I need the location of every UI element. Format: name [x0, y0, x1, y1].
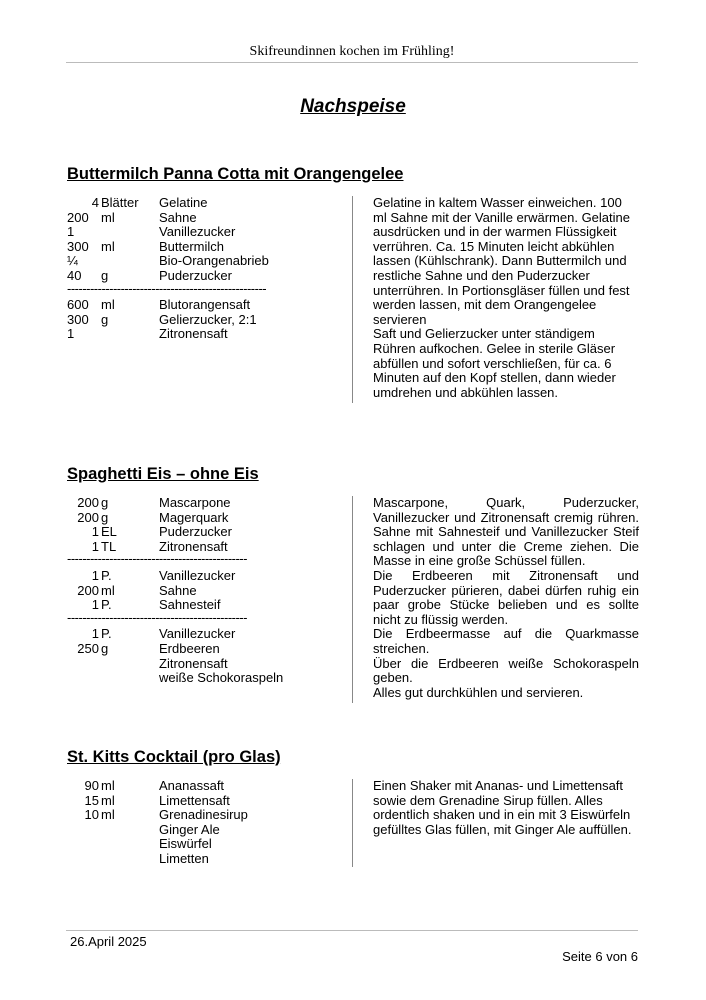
column-divider — [352, 196, 353, 403]
recipe-title: St. Kitts Cocktail (pro Glas) — [67, 748, 281, 766]
ingredient-row: 10 ml Grenadinesirup — [84, 807, 248, 823]
instructions — [373, 496, 639, 700]
ingredient-row: 300 g Gelierzucker, 2:1 — [67, 311, 257, 327]
recipe-spaghetti-eis — [67, 464, 638, 704]
instructions — [373, 779, 639, 837]
recipe-st-kitts-cocktail — [67, 747, 638, 872]
ingredient-list — [67, 779, 307, 867]
footer-date: 26.April 2025 — [70, 934, 147, 949]
ingredient-row: 250 g Erdbeeren — [77, 640, 220, 656]
separator-line: ----------------------------------------------- — [67, 554, 247, 567]
footer-rule — [66, 930, 638, 931]
ingredient-row: 200 g Mascarpone — [77, 495, 231, 510]
ingredient-row: 600 ml Blutorangensaft — [67, 297, 251, 313]
instructions — [373, 196, 639, 400]
instruction-paragraph: Über die Erdbeeren weiße Schokoraspeln geben. — [373, 655, 639, 686]
ingredient-row: 1 Zitronensaft — [67, 326, 228, 342]
instruction-paragraph: Einen Shaker mit Ananas- und Limettensaft sowie dem Grenadine Sirup füllen. Alles ordentlich shaken und in ein mit 3 Eiswürfeln gefülltes Glas füllen, mit Ginger Ale auffüllen. — [373, 778, 632, 837]
separator-line: ---------------------------------------------------- — [67, 283, 267, 296]
column-divider — [352, 496, 353, 703]
ingredient-row: Zitronensaft — [159, 655, 228, 671]
instruction-paragraph: Mascarpone, Quark, Puderzucker, Vanillezucker und Zitronensaft cremig rühren. Sahne mit Sahnesteif und Vanillezucker Steif schlagen und unter die Creme ziehen. Die Masse in eine große Schüssel füllen. — [373, 495, 639, 569]
instruction-paragraph: Alles gut durchkühlen und servieren. — [373, 684, 584, 700]
ingredient-row: Eiswürfel — [159, 836, 212, 852]
ingredient-list — [67, 496, 307, 686]
ingredient-row: 1 P. Sahnesteif — [91, 597, 221, 613]
instruction-paragraph: Die Erdbeermasse auf die Quarkmasse streichen. — [373, 626, 639, 656]
ingredient-row: 1 P. Vanillezucker — [91, 626, 236, 642]
recipe-panna-cotta — [67, 164, 638, 404]
page-number: Seite 6 von 6 — [562, 949, 638, 964]
document-header: Skifreundinnen kochen im Frühling! — [66, 44, 638, 63]
ingredient-row: 300 ml Buttermilch — [67, 238, 225, 254]
ingredient-row: ¼ Bio-Orangenabrieb — [67, 253, 269, 269]
ingredient-row: 15 ml Limettensaft — [84, 792, 230, 808]
ingredient-row: 90 ml Ananassaft — [84, 778, 225, 793]
column-divider — [352, 779, 353, 867]
ingredient-row: Ginger Ale — [159, 821, 220, 837]
ingredient-row: Limetten — [159, 850, 209, 866]
ingredient-row: 4 Blätter Gelatine — [91, 195, 208, 210]
ingredient-row: 1 TL Zitronensaft — [91, 538, 228, 554]
page-title: Nachspeise — [300, 96, 406, 117]
instruction-paragraph: Gelatine in kaltem Wasser einweichen. 100 ml Sahne mit der Vanille erwärmen. Gelatine ausdrücken und in der warmen Flüssigkeit verrühren. Ca. 15 Minuten leicht abkühlen lassen (Kühlschrank). Dann Buttermilch und restliche Sahne und den Puderzucker unterrühren. In Portionsgläser füllen und fest werden lassen, mit dem Orangengelee servieren — [373, 195, 630, 327]
recipe-title: Buttermilch Panna Cotta mit Orangengelee — [67, 165, 404, 183]
ingredient-row: weiße Schokoraspeln — [159, 670, 284, 686]
ingredient-row: 200 ml Sahne — [77, 582, 197, 598]
ingredient-row: 200 g Magerquark — [77, 509, 229, 525]
ingredient-row: 1 Vanillezucker — [67, 224, 236, 240]
instruction-paragraph: Saft und Gelierzucker unter ständigem Rühren aufkochen. Gelee in sterile Gläser abfüllen und sofort verschließen, für ca. 6 Minuten auf den Kopf stellen, dann wieder umdrehen und abkühlen lassen. — [373, 326, 616, 400]
instruction-paragraph: Die Erdbeeren mit Zitronensaft und Puderzucker pürieren, dabei dürfen ruhig ein paar grobe Stücke belieben und es sollte nicht zu flüssig werden. — [373, 567, 639, 627]
recipe-title: Spaghetti Eis – ohne Eis — [67, 465, 259, 483]
ingredient-row: 1 P. Vanillezucker — [91, 567, 236, 583]
ingredient-list — [67, 196, 307, 342]
ingredient-row: 200 ml Sahne — [67, 209, 197, 225]
ingredient-row: 1 EL Puderzucker — [91, 524, 232, 540]
ingredient-row: 40 g Puderzucker — [67, 267, 232, 283]
separator-line: ----------------------------------------------- — [67, 612, 247, 625]
